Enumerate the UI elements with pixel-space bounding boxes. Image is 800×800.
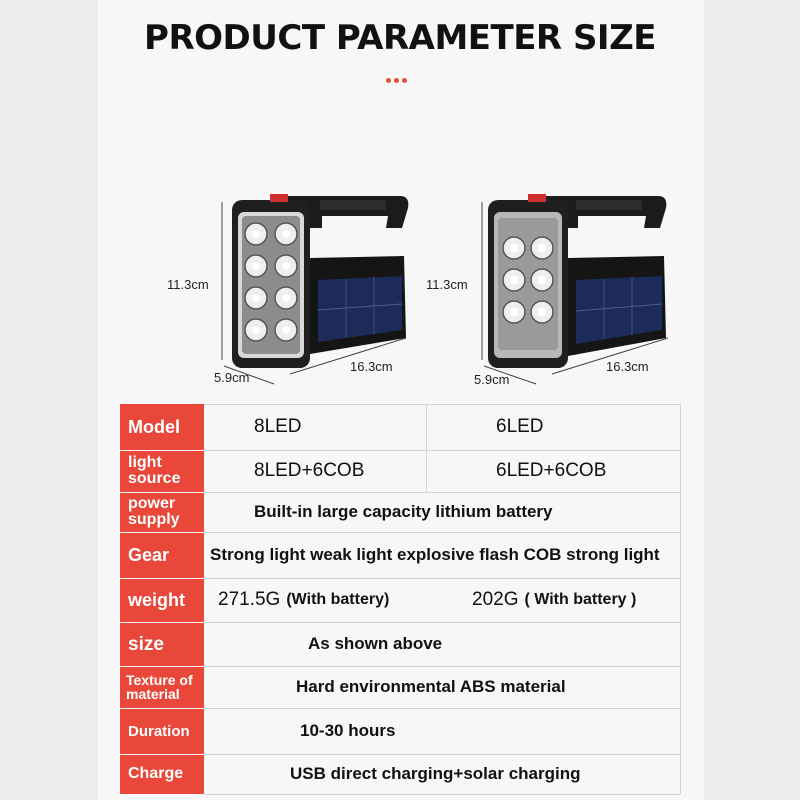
spec-value-size: As shown above xyxy=(308,634,443,653)
label-separator xyxy=(120,754,204,755)
label-separator xyxy=(120,622,204,623)
spec-label-charge: Charge xyxy=(120,754,204,794)
spec-value-texture-of-material: Hard environmental ABS material xyxy=(296,677,566,696)
spec-value-weight-1-amount: 271.5G xyxy=(218,589,281,610)
table-line xyxy=(204,666,680,667)
spec-value-weight-2-note: ( With battery ) xyxy=(524,591,637,608)
table-line xyxy=(204,578,680,579)
product-2-width: 5.9cm xyxy=(474,372,510,387)
spec-value-weight-2-amount: 202G xyxy=(472,589,519,610)
spec-label-duration: Duration xyxy=(120,708,204,754)
spec-label-light-source: light source xyxy=(120,450,204,492)
spec-row-size xyxy=(120,622,680,666)
spec-value-model-2: 6LED xyxy=(496,416,544,437)
table-line xyxy=(204,708,680,709)
table-line xyxy=(680,404,681,794)
label-separator xyxy=(120,532,204,533)
spec-row-duration xyxy=(120,708,680,754)
product-1-height: 11.3cm xyxy=(167,277,209,292)
product-image-8led xyxy=(210,188,430,388)
spec-label-power-supply: power supply xyxy=(120,492,204,532)
spec-label-model: Model xyxy=(120,404,204,450)
spec-value-gear: Strong light weak light explosive flash COB strong light xyxy=(210,545,660,564)
spec-value-weight-1-note: (With battery) xyxy=(286,591,390,608)
spec-value-power-supply: Built-in large capacity lithium battery xyxy=(254,502,553,521)
product-1-length: 16.3cm xyxy=(350,359,393,374)
spec-label-texture-of-material: Texture of material xyxy=(120,666,204,708)
spec-row-model xyxy=(120,404,680,450)
spec-row-gear xyxy=(120,532,680,578)
title-dots-decoration xyxy=(386,70,410,88)
spec-row-power-supply xyxy=(120,492,680,532)
table-line xyxy=(204,450,680,451)
table-line xyxy=(204,404,680,405)
product-2-height: 11.3cm xyxy=(426,277,468,292)
spec-value-light-source-2: 6LED+6COB xyxy=(496,460,607,481)
table-line xyxy=(204,492,680,493)
table-line xyxy=(204,622,680,623)
table-line xyxy=(204,794,680,795)
spec-label-weight: weight xyxy=(120,578,204,622)
flashlight-6led-illustration xyxy=(472,188,692,388)
spec-row-texture-of-material xyxy=(120,666,680,708)
page-title: PRODUCT PARAMETER SIZE xyxy=(144,18,656,58)
label-separator xyxy=(120,450,204,451)
table-line xyxy=(204,532,680,533)
table-line xyxy=(204,754,680,755)
product-image-6led xyxy=(472,188,692,388)
flashlight-8led-illustration xyxy=(210,188,430,388)
label-separator xyxy=(120,578,204,579)
spec-row-weight xyxy=(120,578,680,622)
label-separator xyxy=(120,492,204,493)
label-separator xyxy=(120,708,204,709)
spec-row-charge xyxy=(120,754,680,794)
spec-label-size: size xyxy=(120,622,204,666)
spec-value-charge: USB direct charging+solar charging xyxy=(290,764,581,783)
spec-value-weight-2 xyxy=(472,578,636,622)
spec-value-duration: 10-30 hours xyxy=(300,721,396,740)
product-1-width: 5.9cm xyxy=(214,370,250,385)
spec-row-light-source xyxy=(120,450,680,492)
spec-value-light-source-1: 8LED+6COB xyxy=(254,460,365,481)
table-line xyxy=(426,404,427,492)
product-2-length: 16.3cm xyxy=(606,359,649,374)
label-separator xyxy=(120,666,204,667)
spec-value-weight-1 xyxy=(218,578,389,622)
spec-value-model-1: 8LED xyxy=(254,416,302,437)
spec-label-gear: Gear xyxy=(120,532,204,578)
